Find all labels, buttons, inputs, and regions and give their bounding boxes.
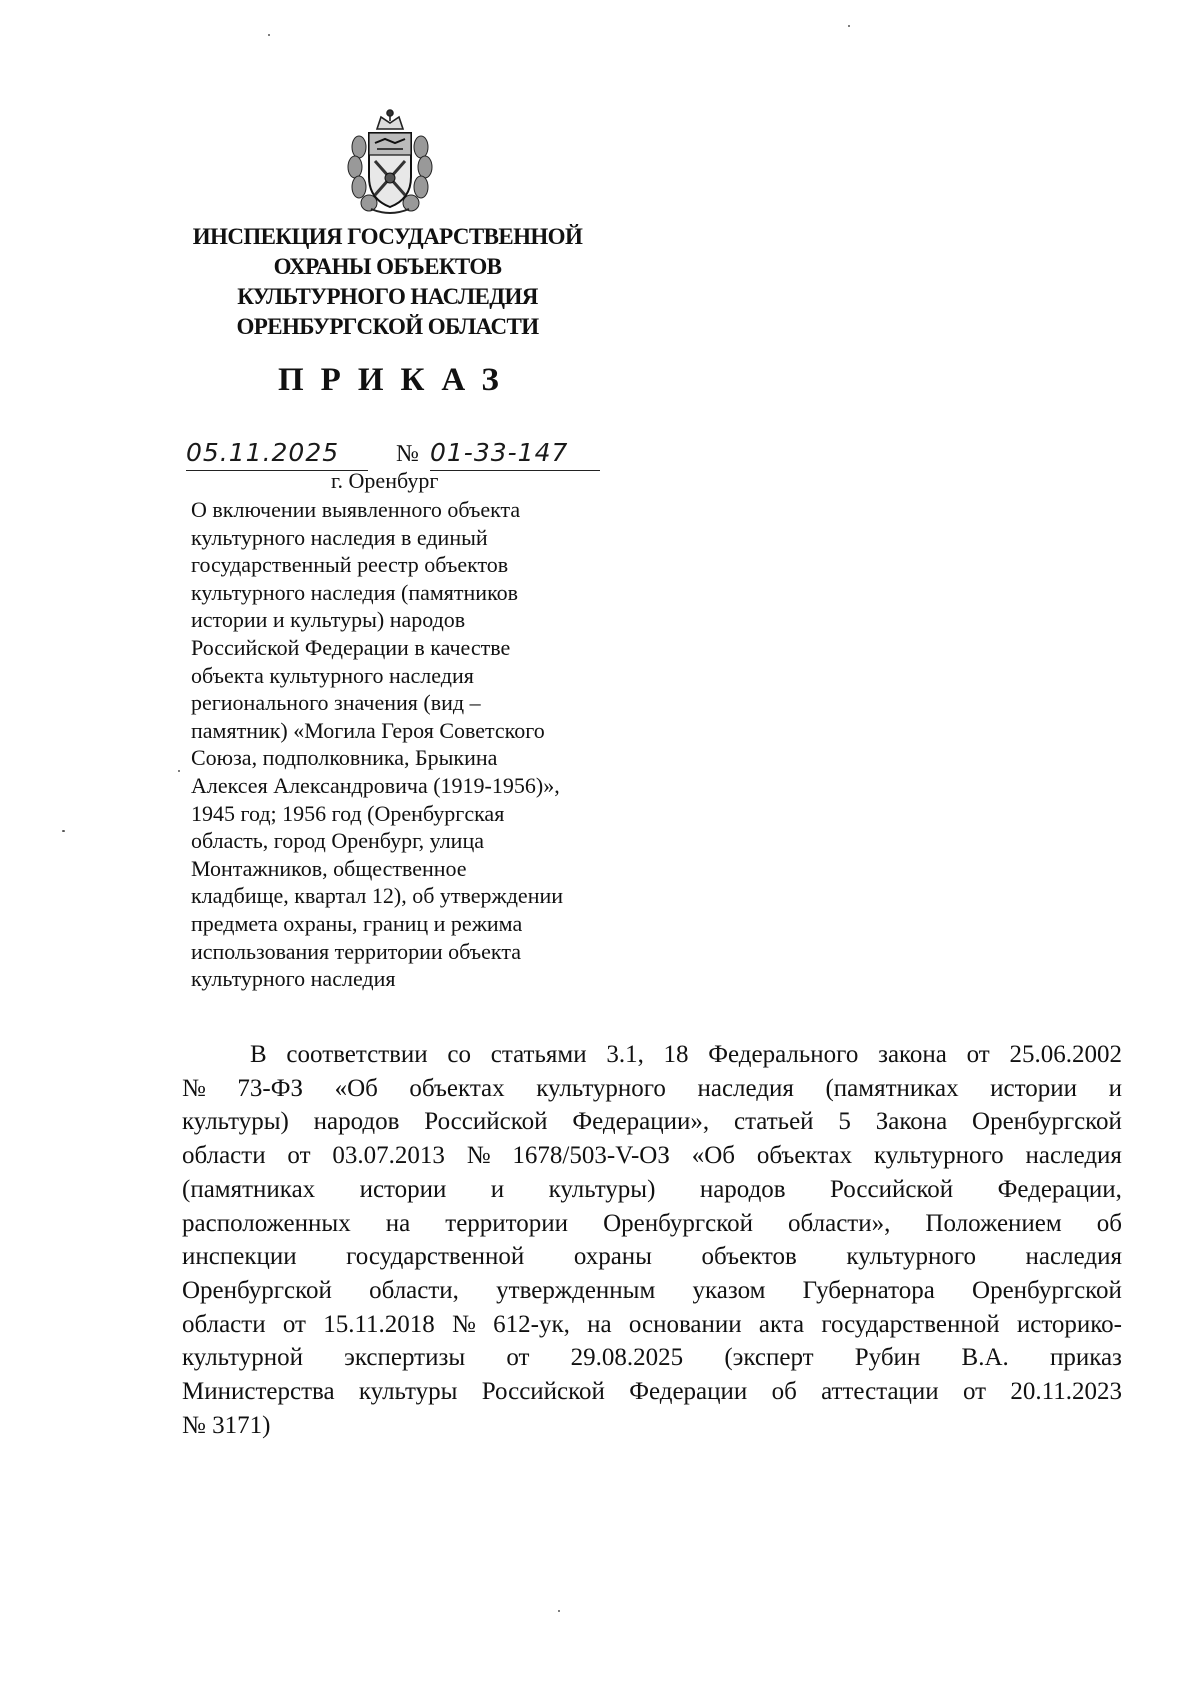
body-word: государственной <box>821 1310 1000 1338</box>
body-word: акта <box>758 1310 805 1338</box>
body-word: Оренбургской <box>972 1108 1122 1136</box>
body-word: Оренбургской <box>182 1276 332 1304</box>
body-paragraph <box>182 1038 1122 1442</box>
body-word: Губернатора <box>802 1276 935 1304</box>
body-word: «Об <box>691 1142 735 1170</box>
body-word: объектов <box>701 1243 797 1271</box>
body-word: Федерального <box>708 1041 859 1068</box>
body-word: истории <box>359 1175 447 1203</box>
body-word: утвержденным <box>496 1276 656 1304</box>
body-line <box>182 1139 1122 1173</box>
subject-line: 1945 год; 1956 год (Оренбургская <box>191 800 505 826</box>
subject-line: регионального значения (вид – <box>191 690 481 716</box>
body-word: культурного <box>873 1142 1004 1170</box>
subject-line: Алексея Александровича (1919-1956)», <box>191 772 560 798</box>
body-word: и <box>490 1175 505 1203</box>
body-word: (памятниках <box>825 1074 959 1102</box>
body-word: 15.11.2018 <box>323 1310 435 1338</box>
body-word: на <box>385 1209 411 1237</box>
body-word: 73-ФЗ <box>237 1074 304 1102</box>
body-word: историко- <box>1016 1310 1122 1338</box>
body-word: инспекции <box>182 1243 297 1271</box>
issuer-header <box>160 222 615 342</box>
body-word: от <box>962 1378 987 1406</box>
issuer-header-line: ОРЕНБУРГСКОЙ ОБЛАСТИ <box>236 314 539 339</box>
body-word: народов <box>313 1108 400 1136</box>
body-word: (эксперт <box>724 1344 814 1372</box>
body-word: от <box>966 1041 990 1068</box>
body-word: Федерации <box>629 1378 748 1406</box>
issuer-header-line: КУЛЬТУРНОГО НАСЛЕДИЯ <box>237 284 538 309</box>
body-word: об <box>771 1378 797 1406</box>
body-word: 3.1, <box>606 1041 644 1068</box>
body-word: закона <box>878 1041 947 1068</box>
subject-line: кладбище, квартал 12), об утверждении <box>191 883 564 909</box>
coat-of-arms-emblem <box>345 107 435 217</box>
body-word: статьями <box>490 1041 587 1068</box>
body-word: 29.08.2025 <box>570 1344 684 1372</box>
body-word: Оренбургской <box>972 1276 1122 1304</box>
body-line <box>182 1308 1122 1342</box>
body-word: № <box>452 1310 476 1338</box>
document-subject <box>191 496 631 993</box>
body-word: области, <box>369 1276 459 1304</box>
body-line <box>182 1375 1122 1409</box>
body-word: объектах <box>756 1142 853 1170</box>
body-word: культурного <box>846 1243 977 1271</box>
body-word: от <box>287 1142 311 1170</box>
body-word: народов <box>699 1175 786 1203</box>
body-word: наследия <box>697 1074 794 1102</box>
body-word: 25.06.2002 <box>1009 1041 1122 1068</box>
body-word: Российской <box>829 1175 954 1203</box>
body-word: Федерации, <box>997 1175 1122 1203</box>
body-word: Министерства <box>182 1378 335 1406</box>
body-word: приказ <box>1049 1344 1122 1372</box>
body-word: статьей <box>733 1108 814 1136</box>
body-word: культурного <box>536 1074 666 1102</box>
body-word: Рубин <box>854 1344 921 1372</box>
body-word: Российской <box>424 1108 548 1136</box>
body-word: культуры) <box>548 1175 656 1203</box>
document-title: ПРИКАЗ <box>278 362 516 398</box>
body-word: территории <box>445 1209 569 1237</box>
body-word: на <box>587 1310 612 1338</box>
body-word: расположенных <box>182 1209 351 1237</box>
scan-speck <box>558 1610 560 1612</box>
body-word: объектах <box>409 1074 505 1102</box>
body-line <box>182 1105 1122 1139</box>
subject-line: памятник) «Могила Героя Советского <box>191 717 545 743</box>
body-word: культуры) <box>182 1108 289 1136</box>
body-word: 18 <box>663 1041 689 1068</box>
body-word: экспертизы <box>344 1344 466 1372</box>
body-word: соответствии <box>286 1041 428 1068</box>
body-word: 03.07.2013 <box>332 1142 445 1170</box>
scan-speck <box>848 25 850 27</box>
issuer-header-line: ИНСПЕКЦИЯ ГОСУДАРСТВЕННОЙ <box>192 224 583 249</box>
body-word: аттестации <box>821 1378 939 1406</box>
body-word: области», <box>788 1209 891 1237</box>
body-word: от <box>282 1310 306 1338</box>
body-word: истории <box>990 1074 1078 1102</box>
body-line <box>182 1072 1122 1106</box>
body-word: Положением <box>925 1209 1062 1237</box>
subject-line: Монтажников, общественное <box>191 855 467 881</box>
document-date: 05.11.2025 <box>186 436 368 471</box>
body-word: основании <box>628 1310 742 1338</box>
body-word: указом <box>692 1276 766 1304</box>
body-word: охраны <box>573 1243 652 1271</box>
document-city: г. Оренбург <box>331 468 439 493</box>
subject-line: Российской Федерации в качестве <box>191 634 511 660</box>
body-line <box>182 1038 1122 1072</box>
body-word: № <box>466 1142 491 1170</box>
body-word: Закона <box>875 1108 948 1136</box>
body-word: 5 <box>838 1108 851 1136</box>
body-word: наследия <box>1025 1142 1122 1170</box>
number-sign: № <box>396 441 419 467</box>
body-word: и <box>1108 1074 1122 1102</box>
subject-line: истории и культуры) народов <box>191 607 466 633</box>
body-word: Федерации», <box>572 1108 710 1136</box>
subject-line: предмета охраны, границ и режима <box>191 910 523 936</box>
body-word: культуры <box>358 1378 458 1406</box>
subject-line: объекта культурного наследия <box>191 662 474 688</box>
scan-speck <box>62 830 65 832</box>
body-word: области <box>182 1310 266 1338</box>
body-word: «Об <box>334 1074 378 1102</box>
body-line <box>182 1173 1122 1207</box>
body-word: со <box>447 1041 472 1068</box>
scan-speck <box>268 34 270 36</box>
subject-line: культурного наследия <box>191 966 396 992</box>
body-word: 612-ук, <box>493 1310 570 1338</box>
body-word: В <box>250 1041 267 1068</box>
body-word: 1678/503-V-ОЗ <box>512 1142 670 1170</box>
body-word: Оренбургской <box>603 1209 753 1237</box>
subject-line: использования территории объекта <box>191 938 521 964</box>
issuer-header-line: ОХРАНЫ ОБЪЕКТОВ <box>273 254 502 279</box>
body-line <box>182 1274 1122 1308</box>
body-word: наследия <box>1025 1243 1122 1271</box>
body-word: Российской <box>481 1378 605 1406</box>
body-word: № <box>182 1074 206 1102</box>
body-word: (памятниках <box>182 1175 316 1203</box>
subject-line: государственный реестр объектов <box>191 552 509 578</box>
scan-speck <box>178 770 180 772</box>
subject-line: О включении выявленного объекта <box>191 497 521 522</box>
body-word: от <box>506 1344 530 1372</box>
body-word: культурной <box>182 1344 303 1372</box>
subject-line: культурного наследия (памятников <box>191 579 519 605</box>
subject-line: культурного наследия в единый <box>191 524 488 550</box>
body-word: государственной <box>346 1243 525 1271</box>
body-word: области <box>182 1142 266 1170</box>
body-word: об <box>1096 1209 1122 1237</box>
document-number: 01-33-147 <box>430 436 600 471</box>
body-line <box>182 1240 1122 1274</box>
subject-line: Союза, подполковника, Брыкина <box>191 745 498 771</box>
body-word: 20.11.2023 <box>1010 1378 1122 1406</box>
subject-line: область, город Оренбург, улица <box>191 828 484 854</box>
body-line <box>182 1207 1122 1241</box>
body-line <box>182 1341 1122 1375</box>
body-line: № 3171) <box>182 1411 271 1439</box>
body-word: В.А. <box>961 1344 1009 1372</box>
